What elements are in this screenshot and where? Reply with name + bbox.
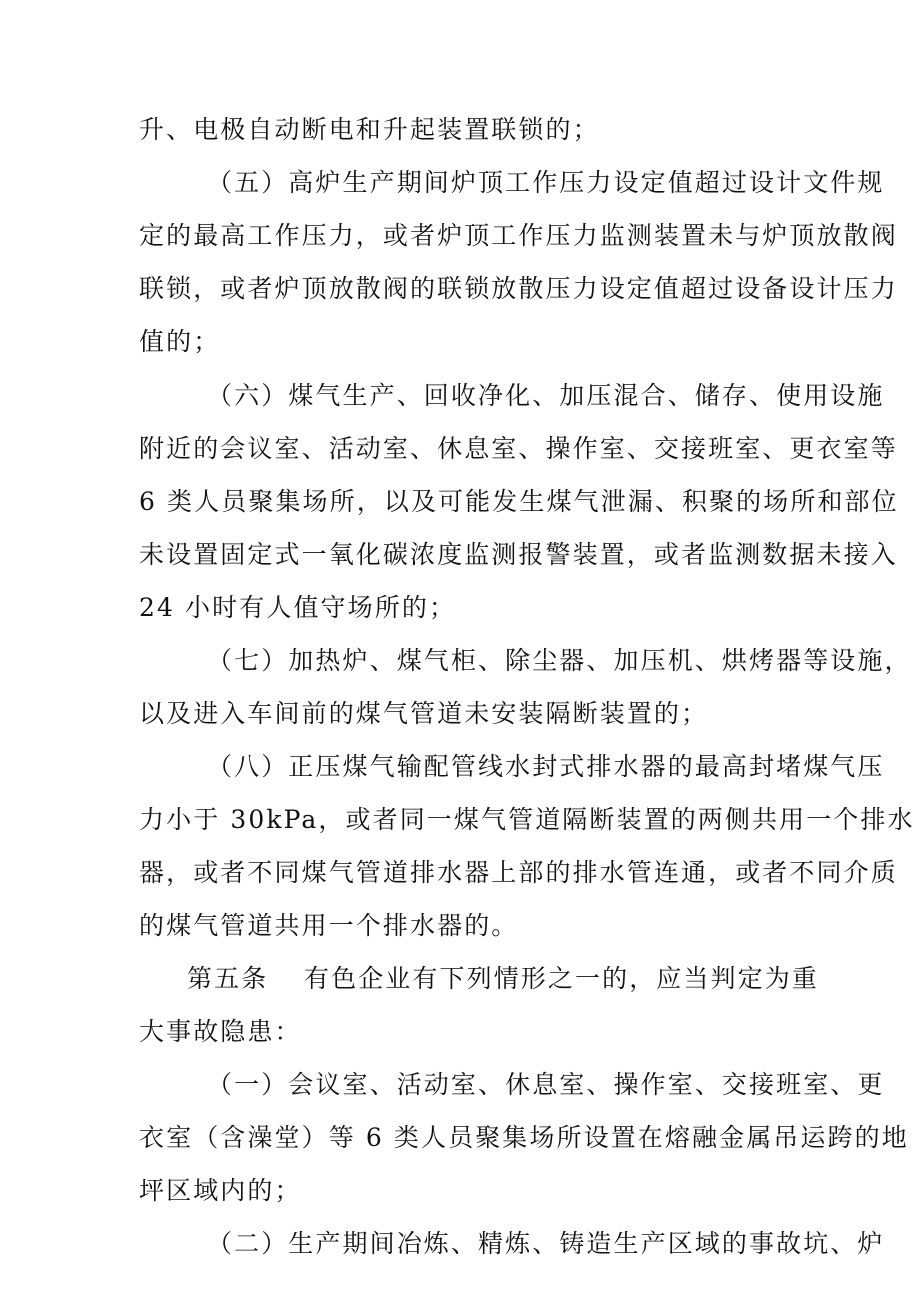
text-line: 的煤气管道共用一个排水器的。 bbox=[139, 911, 519, 940]
paragraph-eight: （八）正压煤气输配管线水封式排水器的最高封堵煤气压 bbox=[207, 752, 885, 781]
text-line: 衣室（含澡堂）等 6 类人员聚集场所设置在熔融金属吊运跨的地 bbox=[139, 1123, 909, 1152]
article-text: 有色企业有下列情形之一的，应当判定为重 bbox=[304, 964, 819, 993]
text-line: 值的； bbox=[139, 327, 221, 356]
paragraph-seven: （七）加热炉、煤气柜、除尘器、加压机、烘烤器等设施， bbox=[207, 646, 912, 675]
text-line: 以及进入车间前的煤气管道未安装隔断装置的； bbox=[139, 699, 709, 728]
text-line: 定的最高工作压力，或者炉顶工作压力监测装置未与炉顶放散阀 bbox=[139, 221, 898, 250]
text-line: 附近的会议室、活动室、休息室、操作室、交接班室、更衣室等 bbox=[139, 434, 898, 463]
text-line: 力小于 30kPa，或者同一煤气管道隔断装置的两侧共用一个排水 bbox=[139, 805, 915, 834]
text-line: 6 类人员聚集场所，以及可能发生煤气泄漏、积聚的场所和部位 bbox=[139, 487, 899, 516]
paragraph-two: （二）生产期间冶炼、精炼、铸造生产区域的事故坑、炉 bbox=[207, 1229, 885, 1258]
text-line: 升、电极自动断电和升起装置联锁的； bbox=[139, 115, 600, 144]
text-line: 联锁，或者炉顶放散阀的联锁放散压力设定值超过设备设计压力 bbox=[139, 274, 898, 303]
article-heading bbox=[187, 957, 819, 1001]
paragraph-five: （五）高炉生产期间炉顶工作压力设定值超过设计文件规 bbox=[207, 168, 885, 197]
paragraph-one: （一）会议室、活动室、休息室、操作室、交接班室、更 bbox=[207, 1070, 885, 1099]
text-line: 大事故隐患： bbox=[139, 1017, 302, 1046]
paragraph-six: （六）煤气生产、回收净化、加压混合、储存、使用设施 bbox=[207, 381, 885, 410]
text-line: 24 小时有人值守场所的； bbox=[139, 593, 457, 622]
text-line: 器，或者不同煤气管道排水器上部的排水管连通，或者不同介质 bbox=[139, 858, 898, 887]
text-line: 坪区域内的； bbox=[139, 1176, 302, 1205]
text-line: 未设置固定式一氧化碳浓度监测报警装置，或者监测数据未接入 bbox=[139, 540, 898, 569]
article-number: 第五条 bbox=[187, 964, 269, 993]
